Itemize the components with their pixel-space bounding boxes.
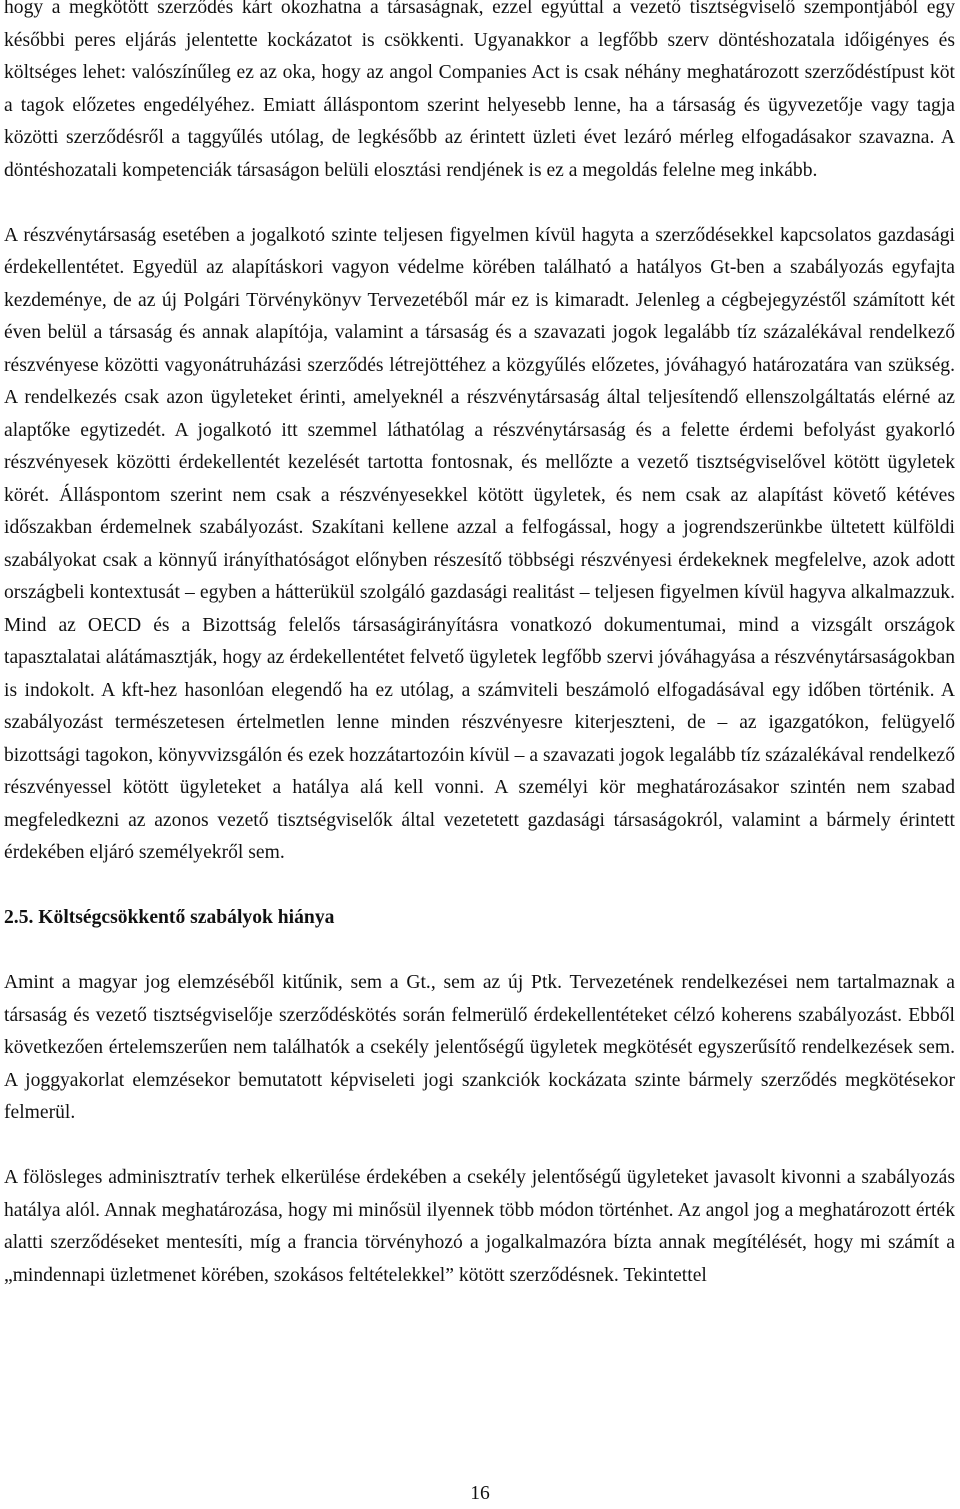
body-paragraph-3: Amint a magyar jog elemzéséből kitűnik, sem a Gt., sem az új Ptk. Tervezetének rendelkezései nem tartalmaznak a társaság és vezető tisztségviselője szerződéskötés során felmerülő érdekellentéteket célzó koherens szabályozást. Ebből következően értelemszerűen nem találhatók a csekély jelentőségű ügyletek megkötését egyszerűsítő rendelkezések sem. A joggyakorlat elemzésekor bemutatott képviseleti jogi szankciók kockázata szinte bármely szerződés megkötésekor felmerül. bbox=[4, 972, 955, 1123]
paragraph-spacer bbox=[4, 870, 955, 903]
document-page bbox=[4, 0, 955, 1292]
body-paragraph-2: A részvénytársaság esetében a jogalkotó szinte teljesen figyelmen kívül hagyta a szerződésekkel kapcsolatos gazdasági érdekellentétet. Egyedül az alapításkori vagyon védelme körében található a hatályos Gt-ben a szabályozás egyfajta kezdeménye, de az új Polgári Törvénykönyv Tervezetéből már ez is kimaradt. Jelenleg a cégbejegyzéstől számított két éven belül a társaság és annak alapítója, valamint a társaság és a szavazati jogok legalább tíz százalékával rendelkező részvényese közötti vagyonátruházási szerződés létrejöttéhez a közgyűlés előzetes, jóváhagyó határozatára van szükség. A rendelkezés csak azon ügyleteket érinti, amelyeknél a részvénytársaság által teljesítendő ellenszolgáltatás elérné az alaptőke egytizedét. A jogalkotó itt szemmel láthatólag a részvénytársaság és a felette érdemi befolyást gyakorló részvényesek közötti érdekellentét kezelését tartotta fontosnak, és mellőzte a vezető tisztségviselővel kötött ügyletek körét. Álláspontom szerint nem csak a részvényesekkel kötött ügyletek, és nem csak az alapítást követő kétéves időszakban érdemelnek szabályozást. Szakítani kellene azzal a felfogással, hogy a jogrendszerünkbe ültetett külföldi szabályokat csak a könnyű irányíthatóságot előnyben részesítő többségi részvényesi érdekeknek megfelelve, azok adott országbeli kontextusát – egyben a hátterükül szolgáló gazdasági realitást – teljesen figyelmen kívül hagyva alkalmazzuk. Mind az OECD és a Bizottság felelős társaságirányításra vonatkozó dokumentumai, mind a vizsgált országok tapasztalatai alátámasztják, hogy az érdekellentétet felvető ügyletek legfőbb szervi jóváhagyása a részvénytársaságokban is indokolt. A kft-hez hasonlóan elegendő ha ez utólag, a számviteli beszámoló elfogadásával egy időben történik. A szabályozást természetesen értelmetlen lenne minden részvényesre kiterjeszteni, de – az igazgatókon, felügyelő bizottsági tagokon, könyvvizsgálón és ezek hozzátartozóin kívül – a szavazati jogok legalább tíz százalékával rendelkező részvényessel kötött ügyleteket a hatálya alá kell vonni. A személyi kör meghatározásakor szintén nem szabad megfeledkezni az azonos vezető tisztségviselők által vezetetett gazdasági társaságokról, valamint a bármely érintett érdekében eljáró személyekről sem. bbox=[4, 224, 955, 863]
body-paragraph-1: hogy a megkötött szerződés kárt okozhatna a társaságnak, ezzel egyúttal a vezető tisztségviselő szempontjából egy későbbi peres eljárás jelentette kockázatot is csökkenti. Ugyanakkor a legfőbb szerv döntéshozatala időigényes és költséges lehet: valószínűleg ez az oka, hogy az angol Companies Act is csak néhány meghatározott szerződéstípust köt a tagok előzetes engedélyéhez. Emiatt álláspontom szerint helyesebb lenne, ha a társaság és ügyvezetője vagy tagja közötti szerződésről a taggyűlés utólag, de legkésőbb az érintett üzleti évet lezáró mérleg elfogadásakor szavazna. A döntéshozatali kompetenciák társaságon belüli elosztási rendjének is ez a megoldás felelne meg inkább. bbox=[4, 0, 955, 181]
body-paragraph-4: A fölösleges adminisztratív terhek elkerülése érdekében a csekély jelentőségű ügyleteket javasolt kivonni a szabályozás hatálya alól. Annak meghatározása, hogy mi minősül ilyennek több módon történhet. Az angol jog a meghatározott érték alatti szerződéseket mentesíti, míg a francia törvényhozó a jogalkalmazóra bízta annak megítélését, hogy mi számít a „mindennapi üzletmenet körében, szokásos feltételekkel” kötött szerződésnek. Tekintettel bbox=[4, 1167, 955, 1286]
section-heading: 2.5. Költségcsökkentő szabályok hiánya bbox=[4, 907, 335, 928]
page-number: 16 bbox=[470, 1483, 490, 1504]
paragraph-spacer bbox=[4, 1130, 955, 1163]
paragraph-spacer bbox=[4, 187, 955, 220]
paragraph-spacer bbox=[4, 935, 955, 968]
